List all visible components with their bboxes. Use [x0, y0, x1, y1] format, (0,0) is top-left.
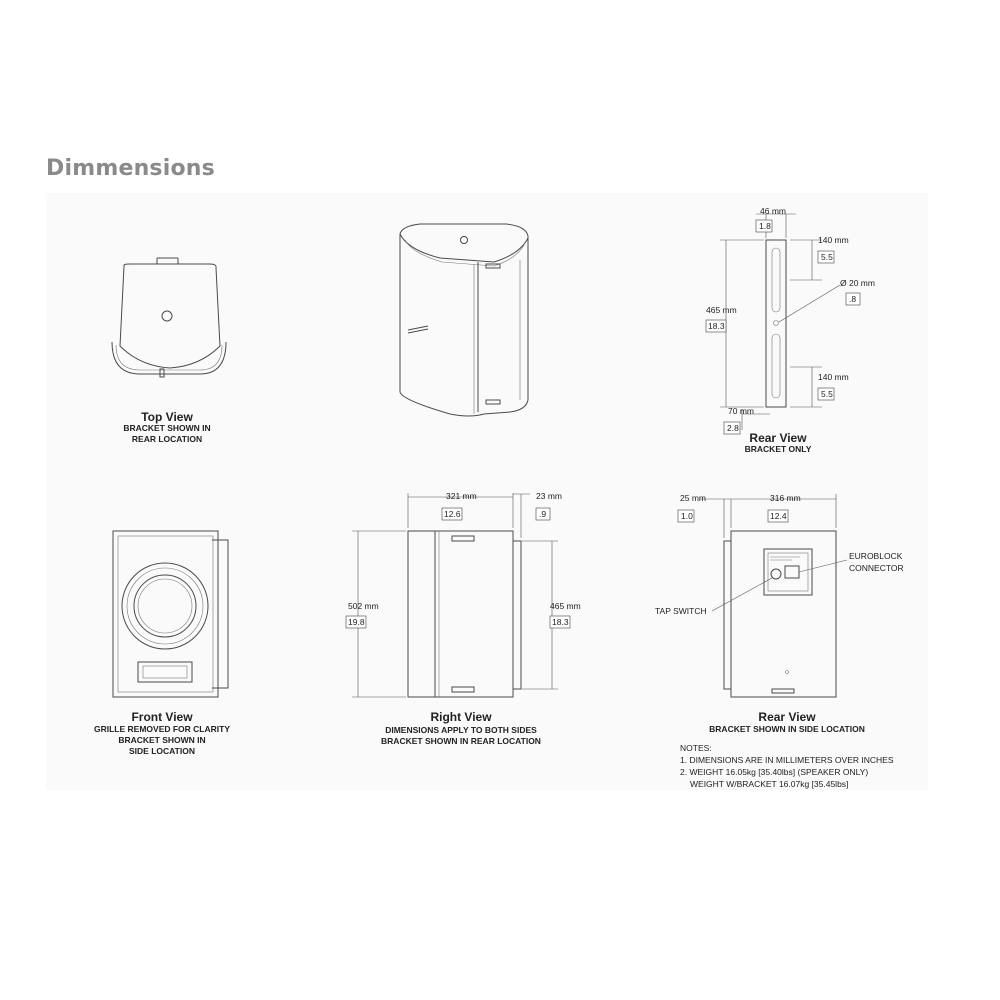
right-view-title: Right View: [430, 710, 492, 724]
rv-bracket-in: 18.3: [552, 617, 569, 627]
rv-bracket-mm: 465 mm: [550, 601, 581, 611]
tap-switch-knob: [771, 569, 781, 579]
front-view-sub-2: BRACKET SHOWN IN: [118, 735, 206, 745]
top-view-bracket: [112, 342, 226, 374]
rear-bracket-sub: BRACKET ONLY: [744, 444, 812, 454]
front-bracket: [212, 540, 228, 688]
top-view-hole: [162, 311, 172, 321]
notes-header: NOTES:: [680, 743, 712, 753]
bracket-hole: [774, 321, 779, 326]
rb-height-in: 18.3: [708, 321, 725, 331]
right-bracket: [513, 541, 521, 689]
rv-depth-mm: 23 mm: [536, 491, 562, 501]
euroblock-label-1: EUROBLOCK: [849, 551, 903, 561]
rr-width-mm: 316 mm: [770, 493, 801, 503]
iso-top-edge: [400, 234, 528, 262]
iso-logo: [408, 326, 428, 333]
top-view-tab: [157, 258, 178, 264]
front-view: [94, 531, 230, 756]
rv-depth-in: .9: [539, 509, 547, 519]
rr-offset-in: 1.0: [681, 511, 693, 521]
rear-bracket-view: [706, 206, 875, 454]
front-port: [138, 662, 192, 682]
rr-offset-mm: 25 mm: [680, 493, 706, 503]
rear-bracket-title: Rear View: [749, 431, 807, 445]
rb-bottom-mm: 140 mm: [818, 372, 849, 382]
rb-hole-mm: Ø 20 mm: [840, 278, 875, 288]
notes-line-2: 2. WEIGHT 16.05kg [35.40lbs] (SPEAKER ONLY): [680, 767, 869, 777]
rb-hole-in: .8: [849, 294, 857, 304]
euroblock-connector: [785, 566, 799, 578]
top-view-body: [120, 264, 220, 368]
notes-line-1: 1. DIMENSIONS ARE IN MILLIMETERS OVER INCHES: [680, 755, 894, 765]
top-view-sub-2: REAR LOCATION: [131, 434, 203, 444]
rr-width-in: 12.4: [770, 511, 787, 521]
rb-width-in: 1.8: [759, 221, 771, 231]
front-view-title: Front View: [131, 710, 193, 724]
isometric-view: [400, 224, 528, 416]
rb-width-mm: 46 mm: [760, 206, 786, 216]
front-woofer-cone: [134, 575, 196, 637]
rv-width-in: 12.6: [444, 509, 461, 519]
rear-view: [655, 493, 904, 734]
euroblock-label-2: CONNECTOR: [849, 563, 904, 573]
front-view-sub-3: SIDE LOCATION: [129, 746, 195, 756]
bracket-slot-bottom: [772, 334, 780, 398]
rear-view-sub: BRACKET SHOWN IN SIDE LOCATION: [709, 724, 865, 734]
rv-width-mm: 321 mm: [446, 491, 477, 501]
rear-view-title: Rear View: [758, 710, 816, 724]
page-heading: Dimmensions: [46, 156, 215, 181]
notes-line-3: WEIGHT W/BRACKET 16.07kg [35.45lbs]: [690, 779, 849, 789]
bracket-slot-top: [772, 248, 780, 312]
rear-bracket: [724, 541, 731, 689]
rear-cabinet: [731, 531, 836, 697]
right-view: [346, 491, 581, 746]
rv-height-mm: 502 mm: [348, 601, 379, 611]
rb-top-in: 5.5: [821, 252, 833, 262]
iso-hole: [461, 237, 468, 244]
rv-height-in: 19.8: [348, 617, 365, 627]
rb-bottom-in: 5.5: [821, 389, 833, 399]
rb-base-mm: 70 mm: [728, 406, 754, 416]
right-cabinet: [408, 531, 513, 697]
notes: [680, 743, 894, 789]
top-view: [112, 258, 226, 444]
rb-top-mm: 140 mm: [818, 235, 849, 245]
right-view-sub-1: DIMENSIONS APPLY TO BOTH SIDES: [385, 725, 537, 735]
front-view-sub-1: GRILLE REMOVED FOR CLARITY: [94, 724, 230, 734]
rb-base-in: 2.8: [727, 423, 739, 433]
front-woofer-outer: [122, 563, 208, 649]
top-view-sub-1: BRACKET SHOWN IN: [123, 423, 211, 433]
top-view-title: Top View: [141, 410, 193, 424]
bracket-plate: [766, 240, 786, 407]
tap-switch-label: TAP SWITCH: [655, 606, 707, 616]
rb-height-mm: 465 mm: [706, 305, 737, 315]
right-view-sub-2: BRACKET SHOWN IN REAR LOCATION: [381, 736, 541, 746]
